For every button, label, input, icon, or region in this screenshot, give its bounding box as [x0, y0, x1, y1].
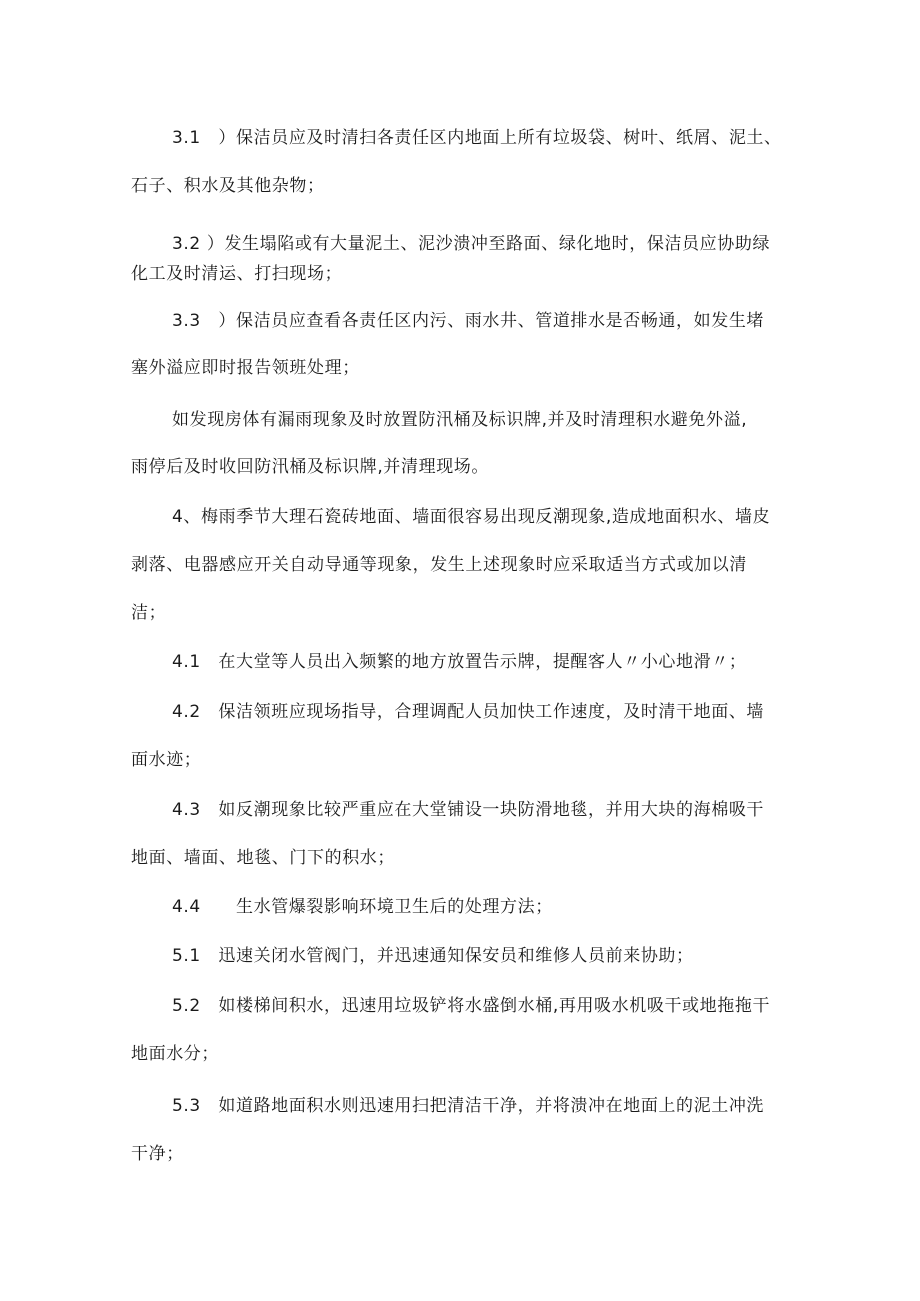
- paragraph-line: 洁；: [131, 603, 167, 623]
- paragraph-line: 地面水分；: [131, 1044, 219, 1064]
- paragraph-line: 5.1 迅速关闭水管阀门，并迅速通知保安员和维修人员前来协助；: [172, 946, 694, 966]
- paragraph-line: 雨停后及时收回防汛桶及标识牌,并清理现场。: [131, 457, 490, 477]
- paragraph-line: 地面、墙面、地毯、门下的积水；: [131, 848, 395, 868]
- paragraph-line: 面水迹；: [131, 750, 202, 770]
- paragraph-line: 4.2 保洁领班应现场指导，合理调配人员加快工作速度，及时清干地面、墙: [172, 702, 765, 722]
- paragraph-line: 4.1 在大堂等人员出入频繁的地方放置告示牌，提醒客人〃小心地滑〃；: [172, 652, 747, 672]
- paragraph-line: 5.3 如道路地面积水则迅速用扫把清洁干净，并将溃冲在地面上的泥土冲洗: [172, 1096, 765, 1116]
- paragraph-line: 石子、积水及其他杂物；: [131, 176, 325, 196]
- paragraph-line: 剥落、电器感应开关自动导通等现象，发生上述现象时应采取适当方式或加以清: [131, 555, 747, 575]
- paragraph-line: 3.3 ）保洁员应查看各责任区内污、雨水井、管道排水是否畅通，如发生堵: [172, 311, 765, 331]
- paragraph-line: 4.3 如反潮现象比较严重应在大堂铺设一块防滑地毯，并用大块的海棉吸干: [172, 800, 765, 820]
- paragraph-line: 4.4 生水管爆裂影响环境卫生后的处理方法；: [172, 897, 553, 917]
- paragraph-line: 如发现房体有漏雨现象及时放置防汛桶及标识牌,并及时清理积水避免外溢,: [172, 410, 748, 430]
- paragraph-line: 3.2 ）发生塌陷或有大量泥土、泥沙溃冲至路面、绿化地时，保洁员应协助绿: [172, 234, 771, 254]
- paragraph-line: 塞外溢应即时报告领班处理；: [131, 358, 360, 378]
- paragraph-line: 干净；: [131, 1144, 184, 1164]
- paragraph-line: 4、梅雨季节大理石瓷砖地面、墙面很容易出现反潮现象,造成地面积水、墙皮: [172, 507, 771, 527]
- paragraph-line: 3.1 ）保洁员应及时清扫各责任区内地面上所有垃圾袋、树叶、纸屑、泥土、: [172, 128, 782, 148]
- paragraph-line: 5.2 如楼梯间积水，迅速用垃圾铲将水盛倒水桶,再用吸水机吸干或地拖拖干: [172, 996, 771, 1016]
- paragraph-line: 化工及时清运、打扫现场；: [131, 264, 343, 284]
